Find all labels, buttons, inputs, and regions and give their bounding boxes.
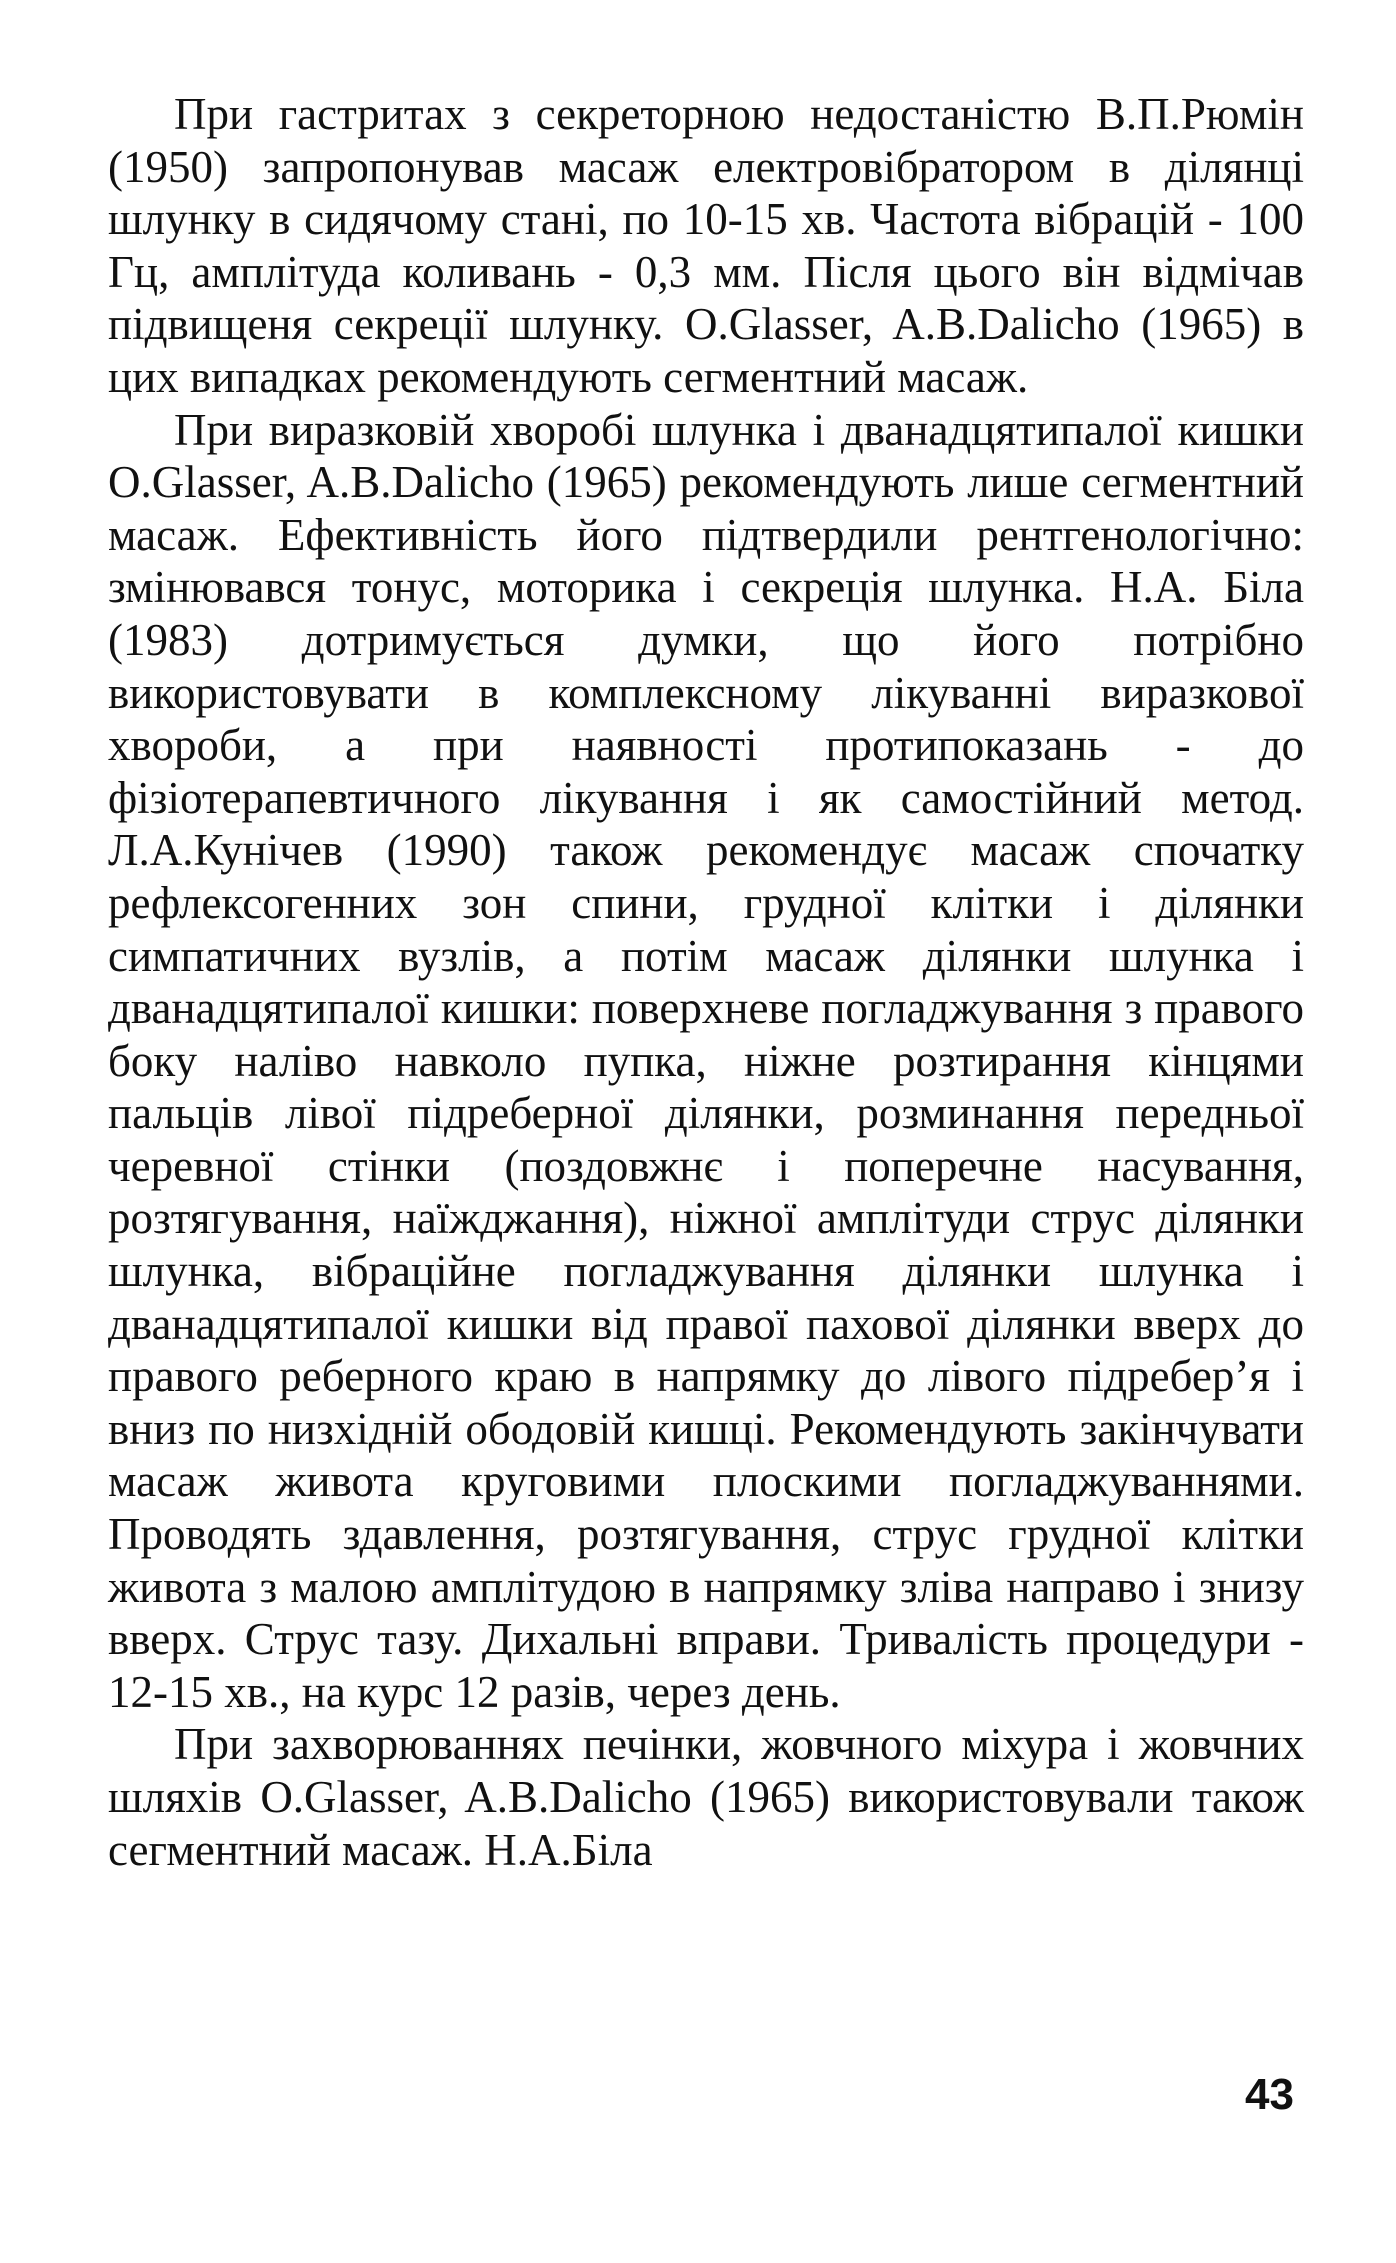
page-number: 43 — [1245, 2070, 1294, 2119]
paragraph-ulcer: При виразковій хворобі шлунка і дванадцятипалої кишки O.Glasser, A.B.Dalicho (1965) рекомендують лише сегментний масаж. Ефективність його підтвердили рентгенологічно: змінювався тонус, моторика і секреція шлунка. Н.А. Біла (1983) дотримується думки, що його потрібно використовувати в комплексному лікуванні виразкової хвороби, а при наявності протипоказань - до фізіотерапевтичного лікування і як самостійний метод. Л.А.Кунічев (1990) також рекомендує масаж спочатку рефлексогенних зон спини, грудної клітки і ділянки симпатичних вузлів, а потім масаж ділянки шлунка і дванадцятипалої кишки: поверхневе погладжування з правого боку наліво навколо пупка, ніжне розтирання кінцями пальців лівої підреберної ділянки, розминання передньої черевної стінки (поздовжнє і поперечне насування, розтягування, наїжджання), ніжної амплітуди струс ділянки шлунка, вібраційне погладжування ділянки шлунка і дванадцятипалої кишки від правої пахової ділянки вверх до правого реберного краю в напрямку до лівого підребер’я і вниз по низхідній ободовій кишці. Рекомендують закінчувати масаж живота круговими плоскими погладжуваннями. Проводять здавлення, розтягування, струс грудної клітки живота з малою амплітудою в напрямку зліва направо і знизу вверх. Струс тазу. Дихальні вправи. Тривалість процедури - 12-15 хв., на курс 12 разів, через день. — [108, 404, 1304, 1717]
paragraph-liver: При захворюваннях печінки, жовчного міхура і жовчних шляхів O.Glasser, A.B.Dalicho (1965) використовували також сегментний масаж. Н.А.Біла — [108, 1719, 1304, 1875]
page-body — [108, 88, 1304, 1876]
paragraph-gastritis: При гастритах з секреторною недостаністю В.П.Рюмін (1950) запропонував масаж електровібратором в ділянці шлунку в сидячому стані, по 10-15 хв. Частота вібрацій - 100 Гц, амплітуда коливань - 0,3 мм. Після цього він відмічав підвищеня секреції шлунку. O.Glasser, A.B.Dalicho (1965) в цих випадках рекомендують сегментний масаж. — [108, 89, 1304, 402]
